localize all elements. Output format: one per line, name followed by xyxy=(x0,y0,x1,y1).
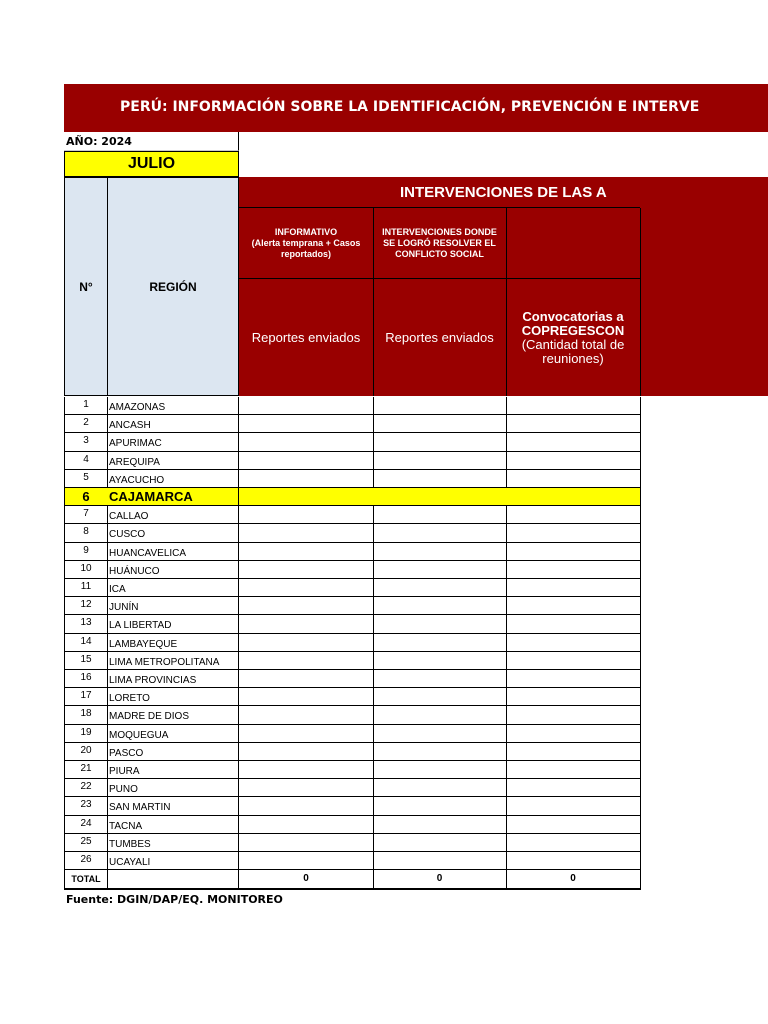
total-label: TOTAL xyxy=(64,870,108,890)
cell-convocatorias[interactable] xyxy=(506,725,641,743)
table-row xyxy=(64,816,641,834)
row-number: 5 xyxy=(64,470,108,488)
row-number: 23 xyxy=(64,797,108,815)
cell-reportes-b[interactable] xyxy=(373,561,507,579)
cell-reportes-a[interactable] xyxy=(239,488,374,506)
row-region: LIMA METROPOLITANA xyxy=(107,652,239,670)
row-region: AMAZONAS xyxy=(107,397,239,415)
cell-reportes-a[interactable] xyxy=(239,506,374,524)
year-label: AÑO: 2024 xyxy=(64,132,239,151)
cell-convocatorias[interactable] xyxy=(506,779,641,797)
row-region: LORETO xyxy=(107,688,239,706)
label-convocatorias xyxy=(506,279,641,396)
row-number: 17 xyxy=(64,688,108,706)
cell-reportes-a[interactable] xyxy=(239,524,374,542)
table-row xyxy=(64,452,641,470)
cell-reportes-b[interactable] xyxy=(373,688,507,706)
row-region: JUNÍN xyxy=(107,597,239,615)
total-c: 0 xyxy=(506,870,641,890)
cell-reportes-b[interactable] xyxy=(373,725,507,743)
cell-convocatorias[interactable] xyxy=(506,433,641,451)
month-label: JULIO xyxy=(64,151,239,177)
cell-convocatorias[interactable] xyxy=(506,761,641,779)
cell-reportes-a[interactable] xyxy=(239,597,374,615)
cell-reportes-a[interactable] xyxy=(239,561,374,579)
cell-reportes-b[interactable] xyxy=(373,452,507,470)
table-row xyxy=(64,543,641,561)
table-row xyxy=(64,524,641,542)
cell-reportes-a[interactable] xyxy=(239,761,374,779)
row-number: 8 xyxy=(64,524,108,542)
header-number: N° xyxy=(64,177,108,396)
table-row xyxy=(64,761,641,779)
label-convocatorias-rest: (Cantidad total de reuniones) xyxy=(521,336,625,366)
header-col-c-top xyxy=(506,208,641,279)
label-reportes-enviados-a: Reportes enviados xyxy=(239,279,374,396)
cell-reportes-a[interactable] xyxy=(239,543,374,561)
table-row xyxy=(64,706,641,724)
row-region: MADRE DE DIOS xyxy=(107,706,239,724)
row-number: 7 xyxy=(64,506,108,524)
cell-convocatorias[interactable] xyxy=(506,670,641,688)
cell-reportes-b[interactable] xyxy=(373,634,507,652)
cell-convocatorias[interactable] xyxy=(506,743,641,761)
cell-reportes-b[interactable] xyxy=(373,816,507,834)
table-row xyxy=(64,615,641,633)
row-region: ANCASH xyxy=(107,415,239,433)
table-row xyxy=(64,652,641,670)
cell-convocatorias[interactable] xyxy=(506,615,641,633)
row-region: TUMBES xyxy=(107,834,239,852)
cell-reportes-a[interactable] xyxy=(239,397,374,415)
cell-convocatorias[interactable] xyxy=(506,452,641,470)
cell-reportes-a[interactable] xyxy=(239,634,374,652)
cell-reportes-a[interactable] xyxy=(239,834,374,852)
cell-reportes-b[interactable] xyxy=(373,488,507,506)
row-region: CUSCO xyxy=(107,524,239,542)
cell-reportes-b[interactable] xyxy=(373,397,507,415)
cell-reportes-a[interactable] xyxy=(239,816,374,834)
cell-convocatorias[interactable] xyxy=(506,543,641,561)
cell-reportes-a[interactable] xyxy=(239,743,374,761)
row-region: TACNA xyxy=(107,816,239,834)
table-row xyxy=(64,488,641,506)
cell-convocatorias[interactable] xyxy=(506,688,641,706)
row-number: 10 xyxy=(64,561,108,579)
cell-reportes-a[interactable] xyxy=(239,652,374,670)
cell-convocatorias[interactable] xyxy=(506,852,641,870)
header-region: REGIÓN xyxy=(107,177,239,396)
cell-reportes-a[interactable] xyxy=(239,415,374,433)
row-number: 20 xyxy=(64,743,108,761)
row-number: 18 xyxy=(64,706,108,724)
cell-reportes-a[interactable] xyxy=(239,670,374,688)
cell-reportes-b[interactable] xyxy=(373,543,507,561)
cell-reportes-b[interactable] xyxy=(373,779,507,797)
cell-reportes-b[interactable] xyxy=(373,524,507,542)
cell-reportes-b[interactable] xyxy=(373,706,507,724)
cell-reportes-a[interactable] xyxy=(239,852,374,870)
cell-reportes-a[interactable] xyxy=(239,779,374,797)
row-number: 3 xyxy=(64,433,108,451)
cell-reportes-a[interactable] xyxy=(239,688,374,706)
row-region: APURIMAC xyxy=(107,433,239,451)
label-reportes-enviados-b: Reportes enviados xyxy=(373,279,507,396)
row-region: HUANCAVELICA xyxy=(107,543,239,561)
cell-reportes-a[interactable] xyxy=(239,433,374,451)
row-number: 26 xyxy=(64,852,108,870)
row-number: 1 xyxy=(64,397,108,415)
row-number: 11 xyxy=(64,579,108,597)
row-region: AREQUIPA xyxy=(107,452,239,470)
table-row xyxy=(64,743,641,761)
header-intervenciones-resueltas: INTERVENCIONES DONDE SE LOGRÓ RESOLVER EL CONFLICTO SOCIAL xyxy=(373,208,507,279)
cell-reportes-b[interactable] xyxy=(373,852,507,870)
row-region: LA LIBERTAD xyxy=(107,615,239,633)
row-region: PIURA xyxy=(107,761,239,779)
row-region: PUNO xyxy=(107,779,239,797)
cell-convocatorias[interactable] xyxy=(506,561,641,579)
table-row xyxy=(64,397,641,415)
table-row xyxy=(64,779,641,797)
row-region: AYACUCHO xyxy=(107,470,239,488)
total-b: 0 xyxy=(373,870,507,890)
cell-convocatorias[interactable] xyxy=(506,834,641,852)
row-region: PASCO xyxy=(107,743,239,761)
row-number: 15 xyxy=(64,652,108,670)
row-region: SAN MARTIN xyxy=(107,797,239,815)
cell-reportes-b[interactable] xyxy=(373,797,507,815)
row-region: UCAYALI xyxy=(107,852,239,870)
cell-reportes-b[interactable] xyxy=(373,652,507,670)
row-number: 4 xyxy=(64,452,108,470)
cell-reportes-b[interactable] xyxy=(373,597,507,615)
total-region-empty xyxy=(107,870,239,890)
table-row xyxy=(64,634,641,652)
row-number: 24 xyxy=(64,816,108,834)
table-row xyxy=(64,597,641,615)
table-row xyxy=(64,725,641,743)
cell-convocatorias[interactable] xyxy=(506,415,641,433)
table-row xyxy=(64,834,641,852)
row-number: 6 xyxy=(64,488,108,506)
table-row xyxy=(64,688,641,706)
row-region: CALLAO xyxy=(107,506,239,524)
cell-convocatorias[interactable] xyxy=(506,597,641,615)
cell-reportes-b[interactable] xyxy=(373,579,507,597)
table-row xyxy=(64,470,641,488)
total-row xyxy=(64,870,641,890)
cell-reportes-b[interactable] xyxy=(373,433,507,451)
total-a: 0 xyxy=(239,870,374,890)
row-number: 25 xyxy=(64,834,108,852)
cell-reportes-a[interactable] xyxy=(239,452,374,470)
row-number: 13 xyxy=(64,615,108,633)
row-region: LAMBAYEQUE xyxy=(107,634,239,652)
table-row xyxy=(64,561,641,579)
cell-convocatorias[interactable] xyxy=(506,470,641,488)
row-region: ICA xyxy=(107,579,239,597)
cell-reportes-b[interactable] xyxy=(373,615,507,633)
table-row xyxy=(64,579,641,597)
row-region: LIMA PROVINCIAS xyxy=(107,670,239,688)
cell-reportes-b[interactable] xyxy=(373,470,507,488)
label-convocatorias-bold: Convocatorias a COPREGESCON xyxy=(521,308,625,338)
table-row xyxy=(64,852,641,870)
page-title: PERÚ: INFORMACIÓN SOBRE LA IDENTIFICACIÓN, PREVENCIÓN E INTERVE xyxy=(120,99,700,115)
cell-reportes-b[interactable] xyxy=(373,761,507,779)
cell-convocatorias[interactable] xyxy=(506,506,641,524)
cell-reportes-a[interactable] xyxy=(239,706,374,724)
cell-reportes-a[interactable] xyxy=(239,470,374,488)
row-number: 16 xyxy=(64,670,108,688)
row-number: 14 xyxy=(64,634,108,652)
cell-reportes-b[interactable] xyxy=(373,834,507,852)
cell-convocatorias[interactable] xyxy=(506,797,641,815)
cell-reportes-b[interactable] xyxy=(373,415,507,433)
cell-reportes-b[interactable] xyxy=(373,670,507,688)
header-informativo: INFORMATIVO (Alerta temprana + Casos reportados) xyxy=(239,208,374,279)
cell-convocatorias[interactable] xyxy=(506,706,641,724)
row-number: 2 xyxy=(64,415,108,433)
table-row xyxy=(64,433,641,451)
cell-convocatorias[interactable] xyxy=(506,816,641,834)
cell-convocatorias[interactable] xyxy=(506,579,641,597)
cell-convocatorias[interactable] xyxy=(506,524,641,542)
cell-reportes-a[interactable] xyxy=(239,725,374,743)
cell-convocatorias[interactable] xyxy=(506,634,641,652)
row-region: CAJAMARCA xyxy=(107,488,239,506)
row-number: 19 xyxy=(64,725,108,743)
row-region: MOQUEGUA xyxy=(107,725,239,743)
cell-convocatorias[interactable] xyxy=(506,397,641,415)
row-number: 9 xyxy=(64,543,108,561)
row-number: 21 xyxy=(64,761,108,779)
cell-reportes-b[interactable] xyxy=(373,506,507,524)
interventions-group-title: INTERVENCIONES DE LAS A xyxy=(239,177,640,208)
row-region: HUÁNUCO xyxy=(107,561,239,579)
cell-convocatorias[interactable] xyxy=(506,652,641,670)
row-number: 12 xyxy=(64,597,108,615)
source-note: Fuente: DGIN/DAP/EQ. MONITOREO xyxy=(66,893,283,906)
row-number: 22 xyxy=(64,779,108,797)
table-row xyxy=(64,670,641,688)
cell-reportes-a[interactable] xyxy=(239,615,374,633)
cell-reportes-a[interactable] xyxy=(239,797,374,815)
cell-reportes-b[interactable] xyxy=(373,743,507,761)
table-row xyxy=(64,797,641,815)
cell-reportes-a[interactable] xyxy=(239,579,374,597)
table-row xyxy=(64,506,641,524)
table-row xyxy=(64,415,641,433)
cell-convocatorias[interactable] xyxy=(506,488,641,506)
